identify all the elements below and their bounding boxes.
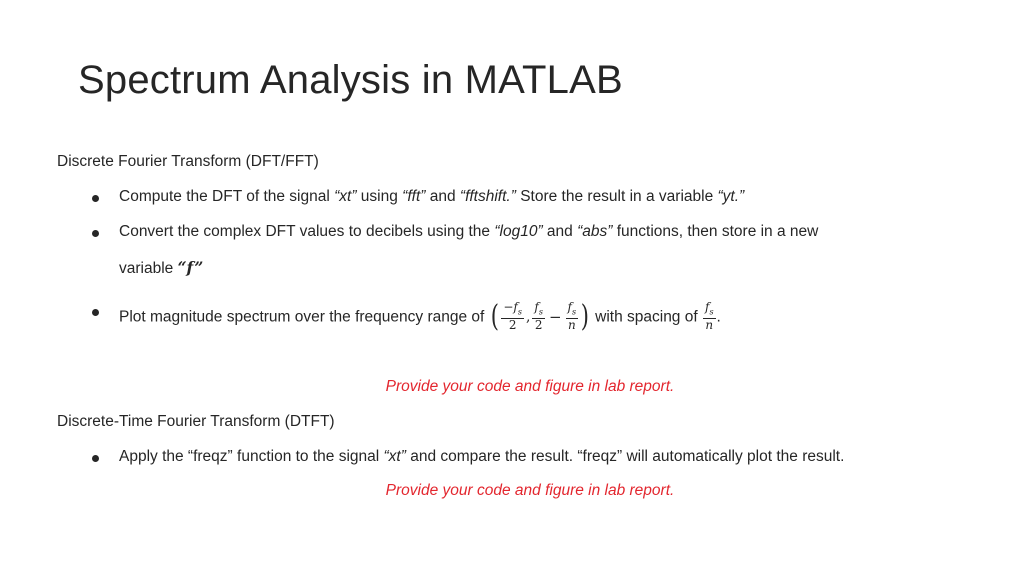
- bullet-compute-dft: [92, 188, 992, 208]
- bullet-text: Plot magnitude spectrum over the frequency range of ( $\frac{-f_s}{2}$ , $\frac{f_s}{2}$ − $\frac{f_s}{n}$ ) with spacing of $\frac{f_s}{n}$ .: [119, 298, 721, 334]
- section-heading-dft: Discrete Fourier Transform (DFT/FFT): [57, 153, 319, 170]
- bullet-icon: [92, 195, 99, 202]
- bullet-apply-freqz: [92, 448, 1012, 468]
- spacing-formula: $\frac{f_s}{n}$: [704, 300, 714, 333]
- bullet-convert-db-continued: variable “f”: [119, 258, 204, 277]
- slide-title: Spectrum Analysis in MATLAB: [78, 58, 623, 102]
- bullet-text: Convert the complex DFT values to decibels using the “log10” and “abs” functions, then store in a new: [119, 223, 819, 240]
- lab-report-note-1: Provide your code and figure in lab report.: [385, 378, 675, 395]
- bullet-icon: [92, 455, 99, 462]
- lab-report-note-2: Provide your code and figure in lab report.: [385, 482, 675, 499]
- bullet-convert-db: [92, 223, 992, 243]
- bullet-text: Compute the DFT of the signal “xt” using “fft” and “fftshift.” Store the result in a variable “yt.”: [119, 188, 745, 205]
- bullet-icon: [92, 309, 99, 316]
- bullet-text: Apply the “freqz” function to the signal “xt” and compare the result. “freqz” will automatically plot the result.: [119, 448, 845, 465]
- section-heading-dtft: Discrete-Time Fourier Transform (DTFT): [57, 413, 335, 430]
- bullet-plot-spectrum: [92, 298, 992, 334]
- bullet-icon: [92, 230, 99, 237]
- frequency-range-formula: ( $\frac{-f_s}{2}$ , $\frac{f_s}{2}$ − $\frac{f_s}{n}$ ): [490, 298, 590, 334]
